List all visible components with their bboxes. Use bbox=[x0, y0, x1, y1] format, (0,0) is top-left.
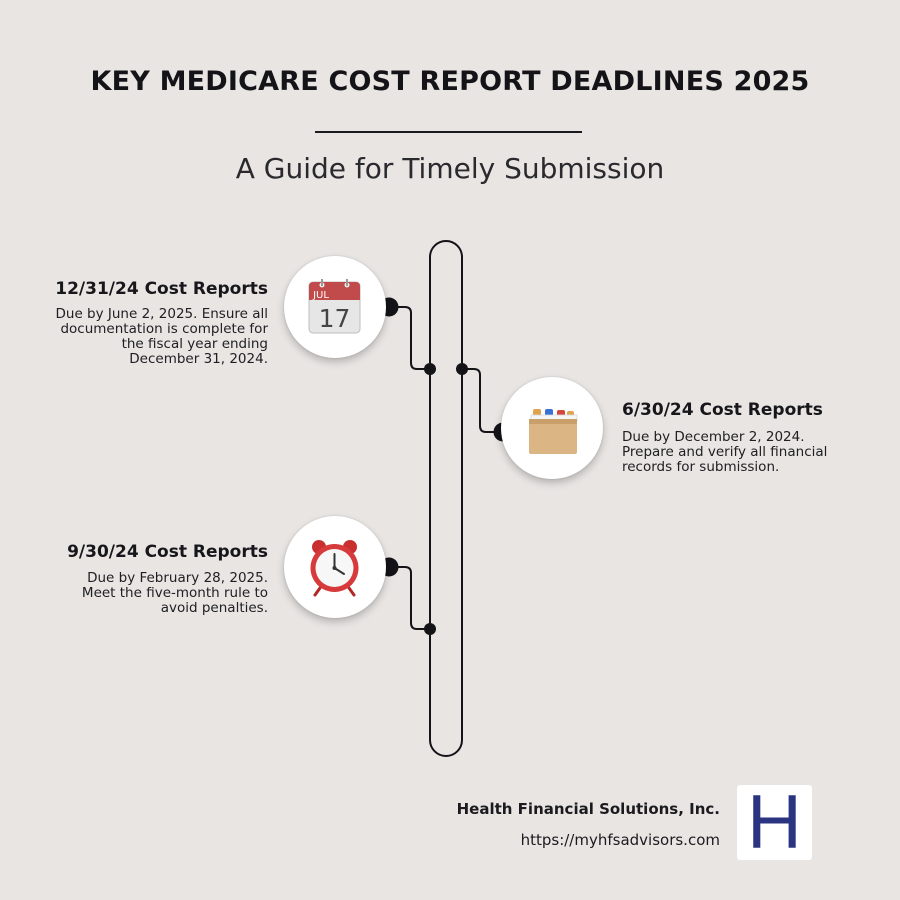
entry-title-2: 6/30/24 Cost Reports bbox=[622, 400, 823, 420]
connector-line-2 bbox=[462, 369, 503, 432]
calendar-day: 17 bbox=[318, 304, 351, 333]
entry-description-1: Due by June 2, 2025. Ensure all documentation is complete for the fiscal year ending December 31, 2024. bbox=[55, 306, 268, 367]
alarm-clock-icon bbox=[284, 516, 386, 618]
company-url[interactable]: https://myhfsadvisors.com bbox=[520, 831, 720, 849]
card-file-box-icon bbox=[501, 377, 603, 479]
connector-node-1 bbox=[424, 363, 436, 375]
timeline-track bbox=[430, 241, 462, 756]
page-subtitle: A Guide for Timely Submission bbox=[235, 152, 665, 185]
connector-line-1 bbox=[389, 307, 430, 369]
connector-node-3 bbox=[424, 623, 436, 635]
calendar-icon bbox=[284, 256, 386, 358]
icon-circle-3 bbox=[284, 516, 386, 618]
company-name: Health Financial Solutions, Inc. bbox=[456, 800, 720, 818]
entry-description-3: Due by February 28, 2025. Meet the five-month rule to avoid penalties. bbox=[81, 570, 268, 616]
page-title: KEY MEDICARE COST REPORT DEADLINES 2025 bbox=[90, 66, 810, 97]
connector-line-3 bbox=[389, 567, 430, 629]
entry-description-2: Due by December 2, 2024. Prepare and verify all financial records for submission. bbox=[622, 429, 828, 475]
entry-title-3: 9/30/24 Cost Reports bbox=[67, 542, 268, 562]
company-logo bbox=[737, 780, 812, 865]
calendar-month: JUL bbox=[313, 290, 329, 301]
logo-letter: H bbox=[747, 780, 802, 865]
connector-node-2 bbox=[456, 363, 468, 375]
entry-title-1: 12/31/24 Cost Reports bbox=[55, 279, 268, 299]
icon-circle-2 bbox=[501, 377, 603, 479]
icon-circle-1 bbox=[284, 256, 386, 358]
